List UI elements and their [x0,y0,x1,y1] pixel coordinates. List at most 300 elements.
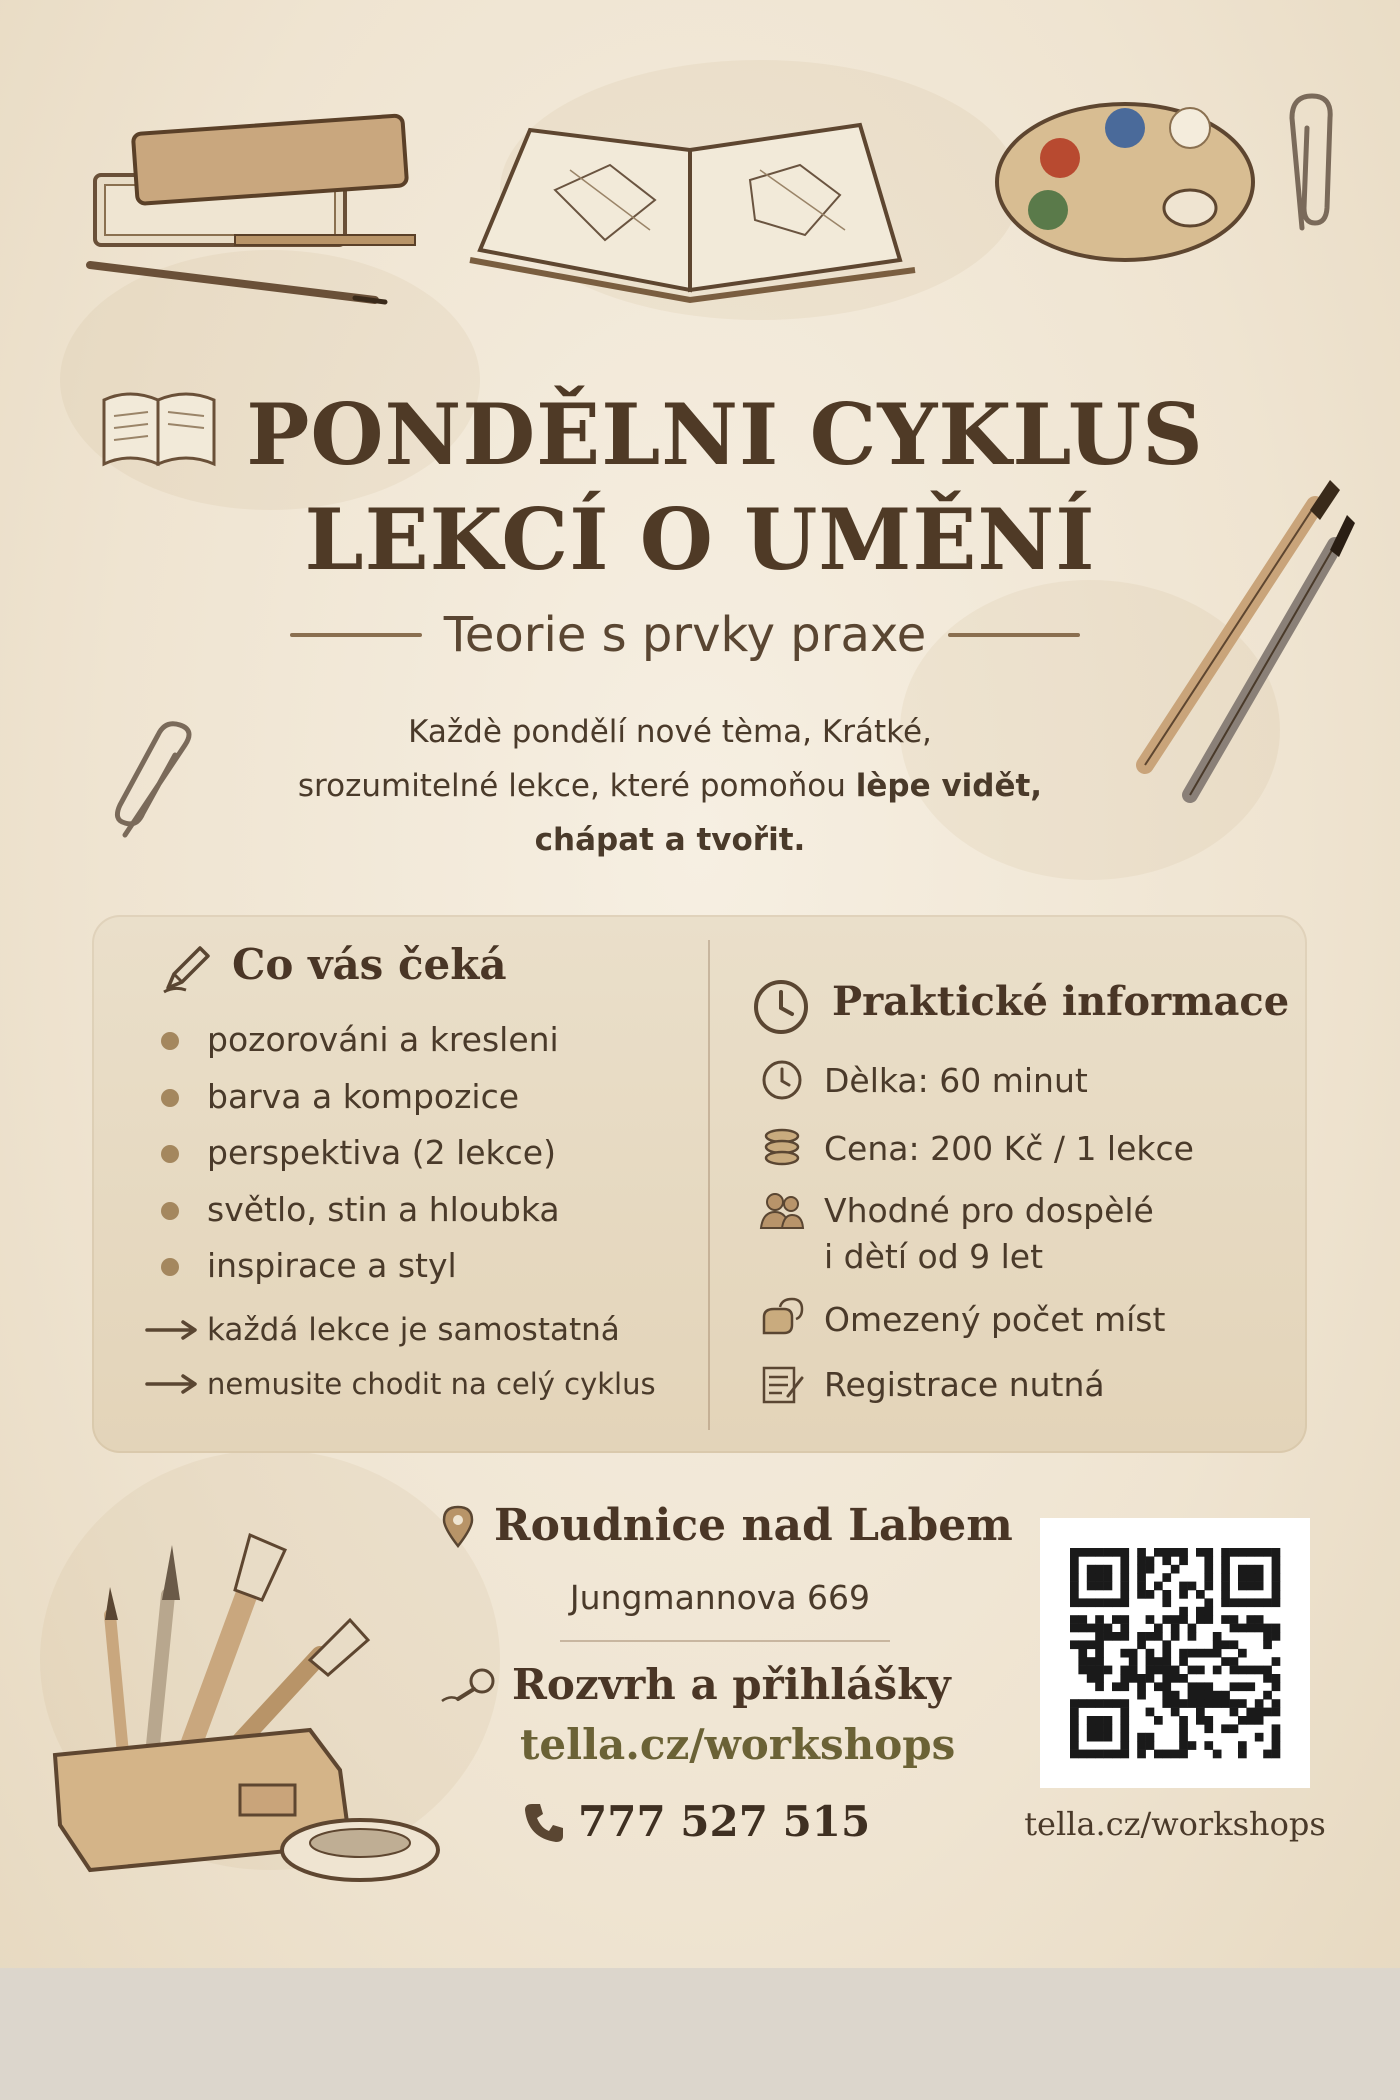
qr-module [1213,1632,1222,1641]
qr-module [1095,1624,1104,1633]
qr-module [1196,1691,1205,1700]
qr-module [1238,1548,1247,1557]
qr-module [1078,1699,1087,1708]
panel-divider [708,940,710,1430]
qr-module [1238,1649,1247,1658]
qr-module [1095,1657,1104,1666]
qr-module [1095,1615,1104,1624]
qr-module [1255,1548,1264,1557]
qr-module [1272,1750,1281,1759]
qr-module [1246,1708,1255,1717]
clock-icon [752,978,810,1036]
qr-module [1255,1615,1264,1624]
list-item: světlo, stin a hloubka [155,1182,560,1239]
qr-module [1255,1733,1264,1742]
qr-module [1196,1666,1205,1675]
qr-module [1272,1699,1281,1708]
qr-module [1120,1741,1129,1750]
qr-module [1095,1724,1104,1733]
qr-module [1095,1632,1104,1641]
qr-module [1078,1640,1087,1649]
qr-module [1162,1556,1171,1565]
qr-module [1112,1615,1121,1624]
title-line-1: PONDĚLNI CYKLUS [246,385,1204,484]
qr-module [1188,1682,1197,1691]
qr-module [1104,1666,1113,1675]
magnifier-icon [440,1665,502,1705]
qr-module [1230,1699,1239,1708]
qr-module [1162,1615,1171,1624]
qr-module [1112,1632,1121,1641]
audience-line-2: i dètí od 9 let [824,1237,1044,1276]
qr-module [1188,1582,1197,1591]
pencil-icon [160,940,216,996]
qr-module [1204,1724,1213,1733]
qr-module [1179,1741,1188,1750]
qr-module [1263,1632,1272,1641]
qr-module [1238,1682,1247,1691]
qr-module [1078,1615,1087,1624]
qr-module [1154,1632,1163,1641]
qr-module [1204,1556,1213,1565]
qr-module [1078,1548,1087,1557]
qr-module [1171,1699,1180,1708]
qr-module [1137,1548,1146,1557]
qr-module [1146,1565,1155,1574]
qr-module [1204,1598,1213,1607]
qr-module [1087,1582,1096,1591]
qr-module [1272,1548,1281,1557]
registration-row [758,1362,1105,1408]
qr-module [1087,1565,1096,1574]
qr-module [1188,1632,1197,1641]
qr-module [1263,1666,1272,1675]
qr-module [1171,1708,1180,1717]
qr-module [1087,1624,1096,1633]
qr-module [1230,1708,1239,1717]
qr-module [1171,1666,1180,1675]
qr-module [1171,1750,1180,1759]
qr-module [1112,1682,1121,1691]
qr-module [1179,1649,1188,1658]
qr-module [1146,1632,1155,1641]
qr-module [1154,1582,1163,1591]
qr-module [1070,1590,1079,1599]
qr-module [1104,1750,1113,1759]
qr-module [1146,1708,1155,1717]
qr-module [1154,1548,1163,1557]
bottom-band [0,1968,1400,2100]
qr-module [1120,1582,1129,1591]
qr-module [1179,1699,1188,1708]
qr-module [1087,1640,1096,1649]
qr-module [1255,1598,1264,1607]
qr-module [1238,1699,1247,1708]
qr-module [1070,1565,1079,1574]
qr-module [1104,1598,1113,1607]
brushes-box-illustration [50,1525,450,1895]
qr-module [1162,1548,1171,1557]
qr-module [1246,1666,1255,1675]
qr-module [1179,1590,1188,1599]
qr-module [1272,1682,1281,1691]
map-pin-icon [440,1504,476,1548]
books-stack-illustration [85,105,445,315]
qr-module [1171,1565,1180,1574]
qr-module [1196,1548,1205,1557]
qr-module [1272,1590,1281,1599]
qr-module [1263,1624,1272,1633]
qr-module [1188,1666,1197,1675]
qr-module [1087,1573,1096,1582]
qr-module [1137,1640,1146,1649]
qr-module [1272,1657,1281,1666]
qr-module [1104,1716,1113,1725]
qr-module [1179,1733,1188,1742]
qr-module [1137,1691,1146,1700]
qr-module [1146,1649,1155,1658]
qr-module [1104,1724,1113,1733]
qr-module [1221,1699,1230,1708]
qr-module [1146,1615,1155,1624]
qr-module [1095,1716,1104,1725]
qr-module [1078,1624,1087,1633]
qr-module [1104,1565,1113,1574]
qr-module [1246,1615,1255,1624]
qr-module [1146,1666,1155,1675]
qr-module [1146,1741,1155,1750]
people-icon [758,1188,806,1232]
qr-module [1204,1548,1213,1557]
qr-module [1230,1724,1239,1733]
qr-module [1196,1708,1205,1717]
subtitle-rule-right [948,633,1080,637]
qr-module [1246,1548,1255,1557]
qr-module [1246,1716,1255,1725]
qr-module [1120,1708,1129,1717]
address-text: Jungmannova 669 [569,1578,871,1617]
qr-module [1179,1674,1188,1683]
note-text: nemusite chodit na celý cyklus [207,1367,656,1401]
qr-module [1238,1565,1247,1574]
qr-module [1070,1640,1079,1649]
qr-module [1263,1750,1272,1759]
qr-module [1137,1573,1146,1582]
audience-row [758,1188,1154,1280]
qr-module [1154,1750,1163,1759]
qr-module [1204,1691,1213,1700]
qr-module [1221,1582,1230,1591]
qr-module [1272,1573,1281,1582]
qr-module [1154,1716,1163,1725]
qr-module [1196,1607,1205,1616]
qr-module [1112,1598,1121,1607]
capacity-row [758,1297,1165,1343]
qr-module [1255,1582,1264,1591]
qr-module [1162,1666,1171,1675]
qr-module [1213,1691,1222,1700]
qr-module [1230,1615,1239,1624]
qr-module [1154,1624,1163,1633]
coins-icon [758,1126,806,1170]
qr-code[interactable] [1040,1518,1310,1788]
qr-module [1070,1624,1079,1633]
capacity-text: Omezený počet míst [824,1300,1166,1339]
qr-module [1137,1682,1146,1691]
qr-module [1221,1556,1230,1565]
qr-module [1095,1640,1104,1649]
qr-module [1238,1741,1247,1750]
qr-module [1272,1733,1281,1742]
qr-module [1095,1666,1104,1675]
qr-module [1179,1750,1188,1759]
qr-module [1162,1598,1171,1607]
qr-module [1104,1699,1113,1708]
qr-module [1204,1565,1213,1574]
qr-module [1196,1590,1205,1599]
qr-module [1120,1590,1129,1599]
qr-module [1246,1565,1255,1574]
qr-module [1204,1582,1213,1591]
intro-text [220,705,1120,867]
intro-part-2: srozumitelné lekce, které pomoňou [297,768,856,804]
qr-module [1272,1632,1281,1641]
list-item: inspirace a styl [155,1238,560,1295]
qr-module [1129,1657,1138,1666]
qr-module [1204,1716,1213,1725]
note-text: každá lekce je samostatná [207,1312,620,1348]
qr-module [1171,1624,1180,1633]
qr-module [1137,1590,1146,1599]
qr-module [1179,1556,1188,1565]
audience-line-1: Vhodné pro dospèlé [824,1191,1154,1230]
qr-module [1179,1607,1188,1616]
qr-module [1255,1666,1264,1675]
qr-module [1087,1750,1096,1759]
phone-row [522,1797,870,1846]
workshops-link[interactable]: tella.cz/workshops [520,1720,956,1769]
clock-icon [758,1058,806,1102]
qr-module [1120,1699,1129,1708]
qr-module [1188,1691,1197,1700]
qr-module [1095,1674,1104,1683]
qr-module [1238,1666,1247,1675]
qr-module [1272,1598,1281,1607]
qr-module [1120,1750,1129,1759]
intro-bold-1: lèpe vidět, [855,768,1043,804]
subtitle-row [290,600,1080,670]
qr-module [1221,1657,1230,1666]
qr-module [1188,1649,1197,1658]
qr-module [1120,1649,1129,1658]
qr-module [1087,1699,1096,1708]
qr-module [1255,1699,1264,1708]
qr-module [1070,1573,1079,1582]
qr-module [1112,1750,1121,1759]
qr-module [1146,1657,1155,1666]
qr-module [1246,1598,1255,1607]
qr-module [1070,1556,1079,1565]
qr-module [1238,1750,1247,1759]
qr-module [1120,1632,1129,1641]
qr-module [1095,1750,1104,1759]
qr-module [1137,1733,1146,1742]
qr-module [1255,1708,1264,1717]
qr-module [1162,1640,1171,1649]
qr-module [1230,1624,1239,1633]
qr-module [1104,1733,1113,1742]
qr-module [1196,1615,1205,1624]
qr-module [1204,1741,1213,1750]
qr-module [1255,1565,1264,1574]
qr-module [1171,1615,1180,1624]
paperclip-icon [1282,88,1342,238]
qr-module [1078,1657,1087,1666]
qr-module [1120,1598,1129,1607]
qr-module [1204,1649,1213,1658]
qr-module [1070,1708,1079,1717]
qr-module [1263,1640,1272,1649]
qr-module [1171,1632,1180,1641]
qr-module [1070,1699,1079,1708]
qr-module [1272,1674,1281,1683]
qr-module [1188,1741,1197,1750]
qr-module [1162,1590,1171,1599]
list-item: barva a kompozice [155,1069,560,1126]
subtitle-rule-left [290,633,422,637]
qr-module [1137,1556,1146,1565]
qr-module [1120,1666,1129,1675]
qr-module [1272,1708,1281,1717]
duration-text: Dèlka: 60 minut [824,1061,1088,1100]
qr-module [1095,1649,1104,1658]
qr-module [1104,1624,1113,1633]
contact-divider [560,1640,890,1642]
qr-module [1137,1750,1146,1759]
audience-text [824,1188,1154,1280]
qr-module [1179,1724,1188,1733]
qr-caption: tella.cz/workshops [1024,1805,1326,1843]
qr-module [1120,1682,1129,1691]
qr-module [1221,1548,1230,1557]
qr-module [1272,1624,1281,1633]
qr-module [1221,1590,1230,1599]
qr-module [1070,1548,1079,1557]
qr-module [1078,1666,1087,1675]
qr-module [1263,1598,1272,1607]
qr-module [1230,1640,1239,1649]
qr-module [1087,1733,1096,1742]
qr-module [1171,1674,1180,1683]
qr-module [1070,1724,1079,1733]
qr-module [1146,1674,1155,1683]
qr-module [1221,1724,1230,1733]
qr-module [1255,1624,1264,1633]
list-item: perspektiva (2 lekce) [155,1125,560,1182]
qr-module [1146,1590,1155,1599]
qr-module [1213,1666,1222,1675]
note-not-whole-cycle [145,1367,656,1401]
qr-module [1120,1724,1129,1733]
qr-module [1129,1666,1138,1675]
qr-module [1263,1691,1272,1700]
qr-module [1087,1716,1096,1725]
paint-palette-illustration [985,90,1265,270]
qr-module [1213,1640,1222,1649]
phone-icon [522,1800,566,1844]
qr-module [1120,1733,1129,1742]
qr-module [1171,1548,1180,1557]
qr-module [1179,1582,1188,1591]
qr-module [1162,1674,1171,1683]
phone-number[interactable]: 777 527 515 [578,1797,871,1846]
qr-module [1171,1691,1180,1700]
qr-module [1162,1649,1171,1658]
qr-module [1263,1708,1272,1717]
qr-module [1087,1598,1096,1607]
list-item: pozorováni a kresleni [155,1012,560,1069]
qr-module [1129,1674,1138,1683]
qr-module [1179,1716,1188,1725]
arrow-right-icon [145,1372,201,1396]
qr-module [1095,1598,1104,1607]
qr-module [1120,1674,1129,1683]
qr-module [1204,1573,1213,1582]
open-sketchbook-illustration [460,110,930,310]
qr-module [1078,1750,1087,1759]
practical-info-heading: Praktické informace [832,978,1290,1025]
qr-module [1087,1548,1096,1557]
qr-module [1246,1573,1255,1582]
qr-module [1221,1615,1230,1624]
qr-module [1230,1682,1239,1691]
qr-module [1120,1716,1129,1725]
qr-module [1255,1573,1264,1582]
qr-module [1204,1682,1213,1691]
location-title [440,1500,1013,1551]
city-text: Roudnice nad Labem [494,1500,1013,1551]
qr-module [1230,1548,1239,1557]
qr-module [1120,1548,1129,1557]
qr-module [1146,1733,1155,1742]
qr-module [1120,1615,1129,1624]
qr-module [1188,1624,1197,1633]
qr-module [1095,1733,1104,1742]
qr-module [1230,1666,1239,1675]
qr-module [1238,1624,1247,1633]
qr-module [1272,1741,1281,1750]
qr-module [1154,1666,1163,1675]
qr-module [1154,1682,1163,1691]
qr-module [1137,1632,1146,1641]
qr-module [1238,1582,1247,1591]
price-text: Cena: 200 Kč / 1 lekce [824,1129,1194,1168]
qr-module [1221,1691,1230,1700]
qr-module [1213,1649,1222,1658]
qr-module [1204,1607,1213,1616]
subtitle: Teorie s prvky praxe [443,607,927,663]
schedule-label-row [440,1660,951,1709]
qr-module [1087,1666,1096,1675]
title-line-2: LEKCÍ O UMĚNÍ [304,490,1096,589]
qr-module [1070,1582,1079,1591]
qr-module [1078,1649,1087,1658]
qr-module [1137,1674,1146,1683]
qr-module [1263,1548,1272,1557]
qr-module [1120,1565,1129,1574]
qr-module [1204,1699,1213,1708]
qr-module [1221,1573,1230,1582]
